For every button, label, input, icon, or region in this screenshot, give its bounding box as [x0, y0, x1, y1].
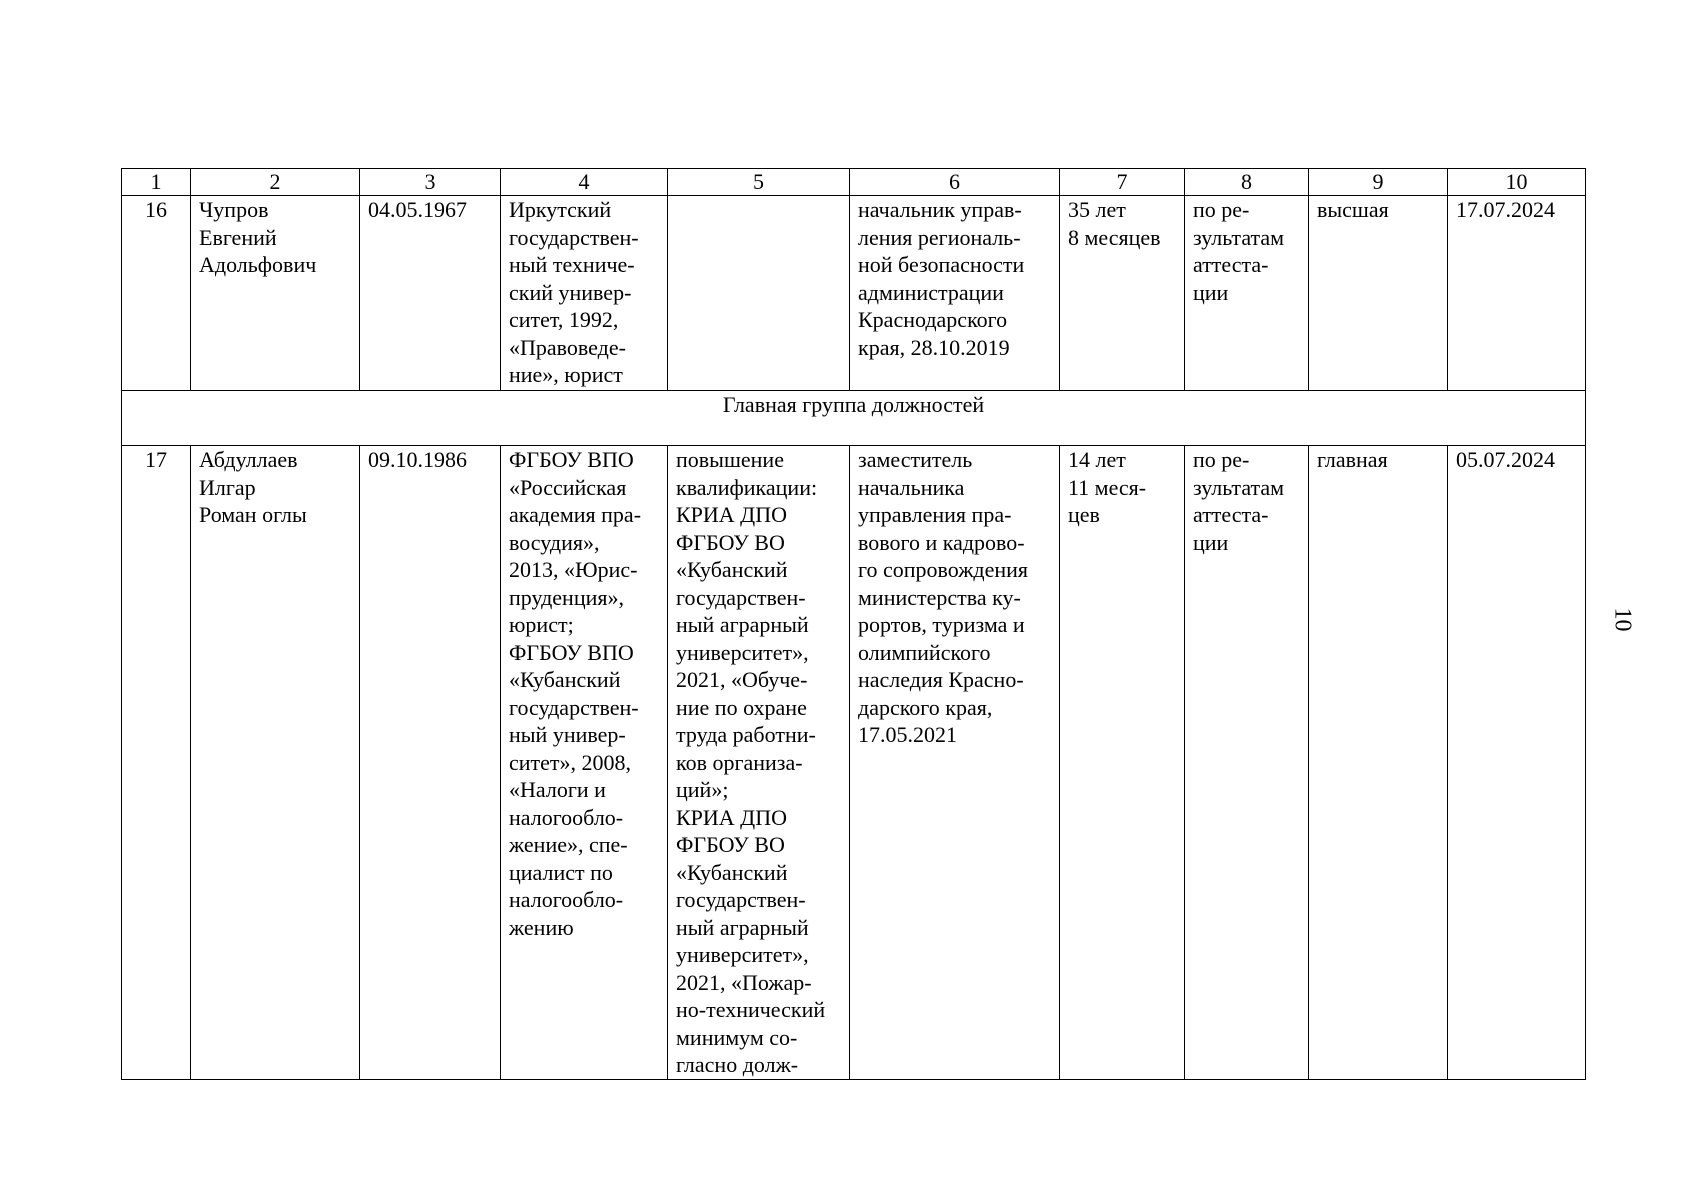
- header-col-1: 1: [122, 169, 191, 196]
- position: заместитель начальника управления пра- вового и кадрово- го сопровождения министерства ку- рортов, туризма и олимпийского наследия Красно- дарского края, 17.05.2021: [850, 446, 1060, 1080]
- personnel-table: [121, 168, 1586, 1080]
- header-col-3: 3: [360, 169, 501, 196]
- rank: высшая: [1309, 196, 1448, 391]
- employee-name: Абдуллаев Илгар Роман оглы: [191, 446, 360, 1080]
- date: 17.07.2024: [1448, 196, 1586, 391]
- header-col-9: 9: [1309, 169, 1448, 196]
- group-title: Главная группа должностей: [122, 391, 1586, 446]
- row-number: 16: [122, 196, 191, 391]
- header-col-8: 8: [1185, 169, 1309, 196]
- experience: 35 лет 8 месяцев: [1060, 196, 1185, 391]
- date: 05.07.2024: [1448, 446, 1586, 1080]
- header-col-5: 5: [668, 169, 850, 196]
- employee-name: Чупров Евгений Адольфович: [191, 196, 360, 391]
- position: начальник управ- ления региональ- ной безопасности администрации Краснодарского края, 28.10.2019: [850, 196, 1060, 391]
- rank: главная: [1309, 446, 1448, 1080]
- education: Иркутский государствен- ный техниче- ский универ- ситет, 1992, «Правоведе- ние», юрист: [501, 196, 668, 391]
- header-col-6: 6: [850, 169, 1060, 196]
- header-col-10: 10: [1448, 169, 1586, 196]
- birth-date: 09.10.1986: [360, 446, 501, 1080]
- education: ФГБОУ ВПО «Российская академия пра- восудия», 2013, «Юрис- пруденция», юрист; ФГБОУ ВПО «Кубанский государствен- ный универ- ситет», 2008, «Налоги и налогообло- жение», спе- циалист по налогообло- жению: [501, 446, 668, 1080]
- experience: 14 лет 11 меся- цев: [1060, 446, 1185, 1080]
- header-col-7: 7: [1060, 169, 1185, 196]
- training: повышение квалификации: КРИА ДПО ФГБОУ ВО «Кубанский государствен- ный аграрный университет», 2021, «Обуче- ние по охране труда работни- ков организа- ций»; КРИА ДПО ФГБОУ ВО «Кубанский государствен- ный аграрный университет», 2021, «Пожар- но-технический минимум со- гласно долж-: [668, 446, 850, 1080]
- table-row: [122, 196, 1586, 391]
- header-row: [122, 169, 1586, 196]
- group-row: [122, 391, 1586, 446]
- basis: по ре- зультатам аттеста- ции: [1185, 196, 1309, 391]
- row-number: 17: [122, 446, 191, 1080]
- page-number: 10: [1609, 607, 1636, 632]
- training: [668, 196, 850, 391]
- table-row: [122, 446, 1586, 1080]
- header-col-2: 2: [191, 169, 360, 196]
- header-col-4: 4: [501, 169, 668, 196]
- birth-date: 04.05.1967: [360, 196, 501, 391]
- basis: по ре- зультатам аттеста- ции: [1185, 446, 1309, 1080]
